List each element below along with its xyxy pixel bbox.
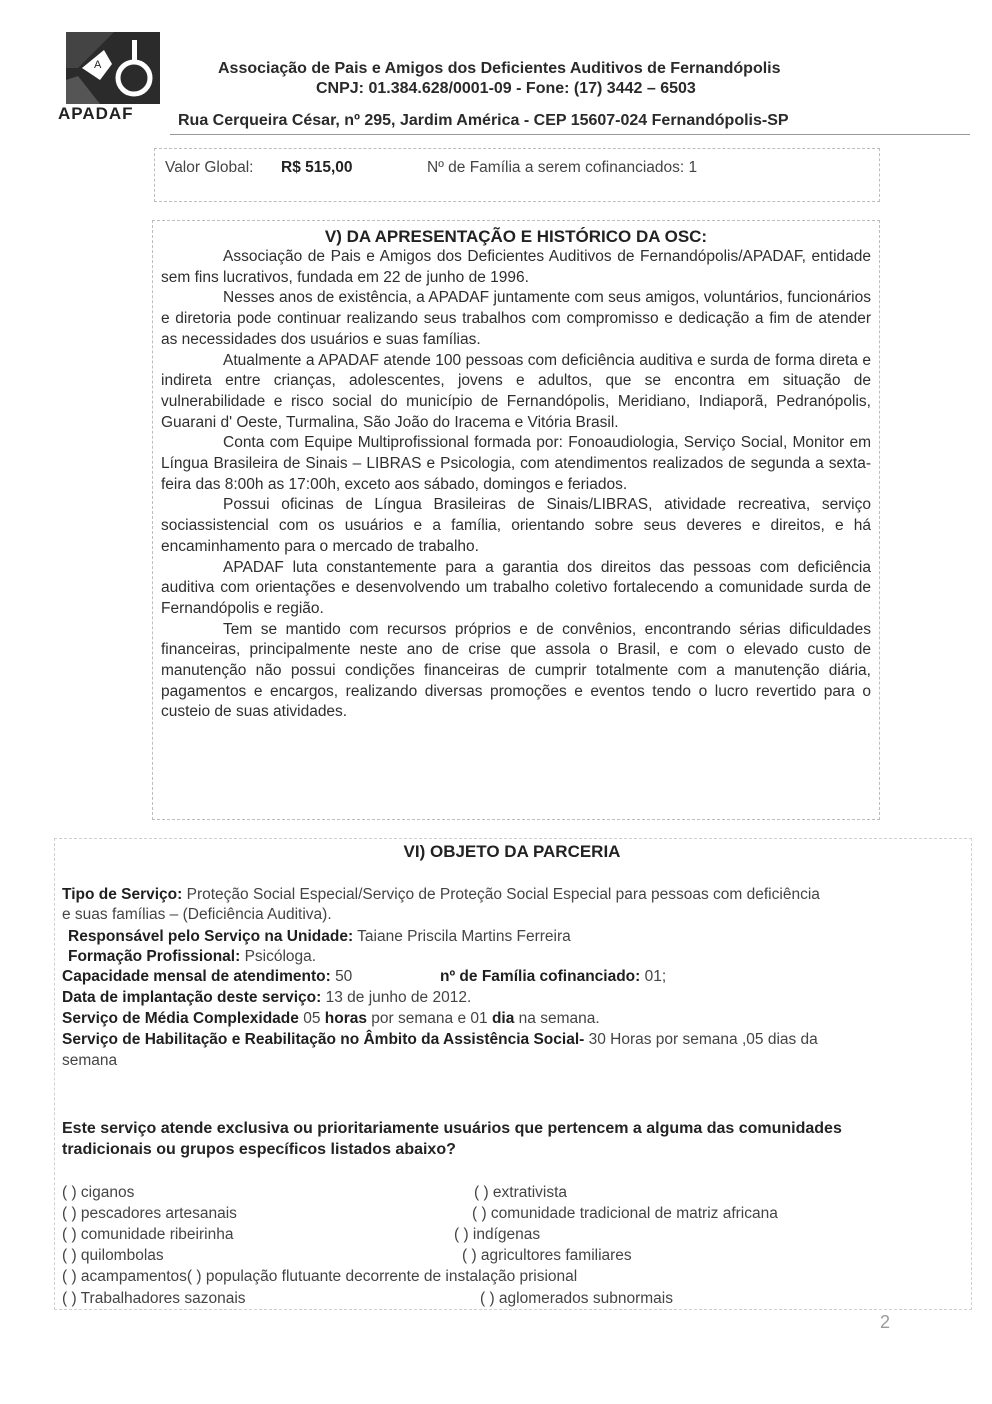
media-complexidade-label: Serviço de Média Complexidade	[62, 1010, 299, 1027]
paragraph: Possui oficinas de Língua Brasileiras de Sinais/LIBRAS, atividade recreativa, serviço sociassistencial com os usuários e a família, orientando sobre seus deveres e direitos, e há encaminhamento para o mercado de trabalho.	[161, 496, 871, 555]
tipo-servico-line	[62, 886, 820, 904]
checkbox-agricultores[interactable]: ( ) agricultores familiares	[462, 1247, 632, 1264]
tipo-servico-value: Proteção Social Especial/Serviço de Proteção Social Especial para pessoas com deficiência	[186, 886, 820, 903]
habilitacao-line	[62, 1031, 818, 1049]
data-implantacao-line	[62, 989, 471, 1007]
capacidade-label: Capacidade mensal de atendimento:	[62, 968, 331, 985]
paragraph: Atualmente a APADAF atende 100 pessoas com deficiência auditiva e surda de forma direta e indireta entre crianças, adolescentes, jovens e adultos, que se encontra em situação de vulnerabilidade e risco social do município de Fernandópolis, Meridiano, Indiaporã, Pedranópolis, Guarani d' Oeste, Turmalina, São João do Iracema e Vitória Brasil.	[161, 351, 871, 431]
paragraph: APADAF luta constantemente para a garantia dos direitos das pessoas com deficiência auditiva com orientações e desenvolvendo um trabalho coletivo fortalecendo a comunidade surda de Fernandópolis e região.	[161, 558, 871, 617]
org-name: Associação de Pais e Amigos dos Deficientes Auditivos de Fernandópolis	[218, 60, 781, 77]
cnpj-phone: CNPJ: 01.384.628/0001-09 - Fone: (17) 3442 – 6503	[316, 80, 696, 97]
checkbox-quilombolas[interactable]: ( ) quilombolas	[62, 1247, 164, 1264]
checkbox-indigenas[interactable]: ( ) indígenas	[454, 1226, 541, 1243]
familia-cofinanciado-line	[440, 968, 666, 986]
formacao-label: Formação Profissional:	[68, 948, 241, 965]
data-implantacao-value: 13 de junho de 2012.	[325, 989, 472, 1006]
data-implantacao-label: Data de implantação deste serviço:	[62, 989, 322, 1006]
tipo-servico-label: Tipo de Serviço:	[62, 886, 183, 903]
address: Rua Cerqueira César, nº 295, Jardim América - CEP 15607-024 Fernandópolis-SP	[178, 112, 789, 129]
media-dia-word: dia	[491, 1010, 515, 1027]
capacidade-line	[62, 968, 352, 986]
summary-box	[154, 148, 880, 202]
header-divider	[170, 134, 970, 135]
familia-cofinanciado-value: 01;	[644, 968, 667, 985]
formacao-value: Psicóloga.	[244, 948, 317, 965]
checkbox-sazonais[interactable]: ( ) Trabalhadores sazonais	[62, 1290, 246, 1307]
paragraph: Conta com Equipe Multiprofissional formada por: Fonoaudiologia, Serviço Social, Monitor em Língua Brasileira de Sinais – LIBRAS e Psicologia, com atendimentos realizados de segunda a sexta-feira das 8:00h as 17:00h, exceto aos sábado, domingos e feriados.	[161, 434, 871, 493]
tipo-servico-continued: e suas famílias – (Deficiência Auditiva).	[62, 906, 332, 923]
question-line-1: Este serviço atende exclusiva ou prioritariamente usuários que pertencem a alguma das comunidades	[62, 1120, 842, 1137]
responsavel-value: Taiane Priscila Martins Ferreira	[357, 928, 571, 945]
checkbox-ciganos[interactable]: ( ) ciganos	[62, 1184, 135, 1201]
habilitacao-continued: semana	[62, 1052, 118, 1069]
ear-logo-icon	[60, 30, 164, 106]
section-apresentacao	[152, 220, 880, 820]
section-v-title: V) DA APRESENTAÇÃO E HISTÓRICO DA OSC:	[324, 227, 708, 246]
familia-cofinanciado-label: nº de Família cofinanciado:	[440, 968, 641, 985]
responsavel-label: Responsável pelo Serviço na Unidade:	[68, 928, 354, 945]
section-vi-title: VI) OBJETO DA PARCERIA	[403, 842, 621, 861]
media-end: na semana.	[518, 1010, 600, 1027]
media-mid: por semana e 01	[371, 1010, 488, 1027]
familias-cofinanciadas: Nº de Família a serem cofinanciados: 1	[427, 159, 698, 176]
paragraph: Nesses anos de existência, a APADAF juntamente com seus amigos, voluntários, funcionários e diretoria pode continuar realizando seus trabalhos com compromisso e dedicação a fim de atender as necessidades dos usuários e suas famílias.	[161, 289, 871, 348]
habilitacao-label: Serviço de Habilitação e Reabilitação no Âmbito da Assistência Social-	[62, 1031, 585, 1048]
section-v-body	[153, 247, 879, 723]
responsavel-line	[68, 928, 571, 946]
question-line-2: tradicionais ou grupos específicos listados abaixo?	[62, 1141, 456, 1158]
formacao-line	[68, 948, 316, 966]
media-complexidade-line	[62, 1010, 600, 1028]
checkbox-pescadores[interactable]: ( ) pescadores artesanais	[62, 1205, 237, 1222]
checkbox-acampamentos[interactable]: ( ) acampamentos( ) população flutuante decorrente de instalação prisional	[62, 1268, 578, 1285]
svg-text:A: A	[94, 59, 102, 71]
capacidade-value: 50	[335, 968, 353, 985]
habilitacao-value: 30 Horas por semana ,05 dias da	[588, 1031, 818, 1048]
valor-global-value: R$ 515,00	[281, 159, 353, 176]
paragraph: Tem se mantido com recursos próprios e de convênios, encontrando sérias dificuldades financeiras, principalmente neste ano de crise que assola o Brasil, e com o elevado custo de manutenção não possui condições financeiras de cumprir totalmente com a manutenção diária, pagamentos e encargos, realizando diversas promoções e eventos tendo o lucro revertido para o custeio de suas atividades.	[161, 620, 871, 721]
logo-wordmark: APADAF	[58, 104, 134, 123]
checkbox-extrativista[interactable]: ( ) extrativista	[474, 1184, 568, 1201]
checkbox-matriz-africana[interactable]: ( ) comunidade tradicional de matriz africana	[472, 1205, 778, 1222]
media-horas-word: horas	[324, 1010, 367, 1027]
valor-global-label: Valor Global:	[165, 159, 254, 176]
media-hours: 05	[303, 1010, 321, 1027]
checkbox-ribeirinha[interactable]: ( ) comunidade ribeirinha	[62, 1226, 234, 1243]
checkbox-aglomerados[interactable]: ( ) aglomerados subnormais	[480, 1290, 673, 1307]
page-number: 2	[880, 1312, 891, 1332]
paragraph: Associação de Pais e Amigos dos Deficientes Auditivos de Fernandópolis/APADAF, entidade sem fins lucrativos, fundada em 22 de junho de 1996.	[161, 248, 871, 286]
